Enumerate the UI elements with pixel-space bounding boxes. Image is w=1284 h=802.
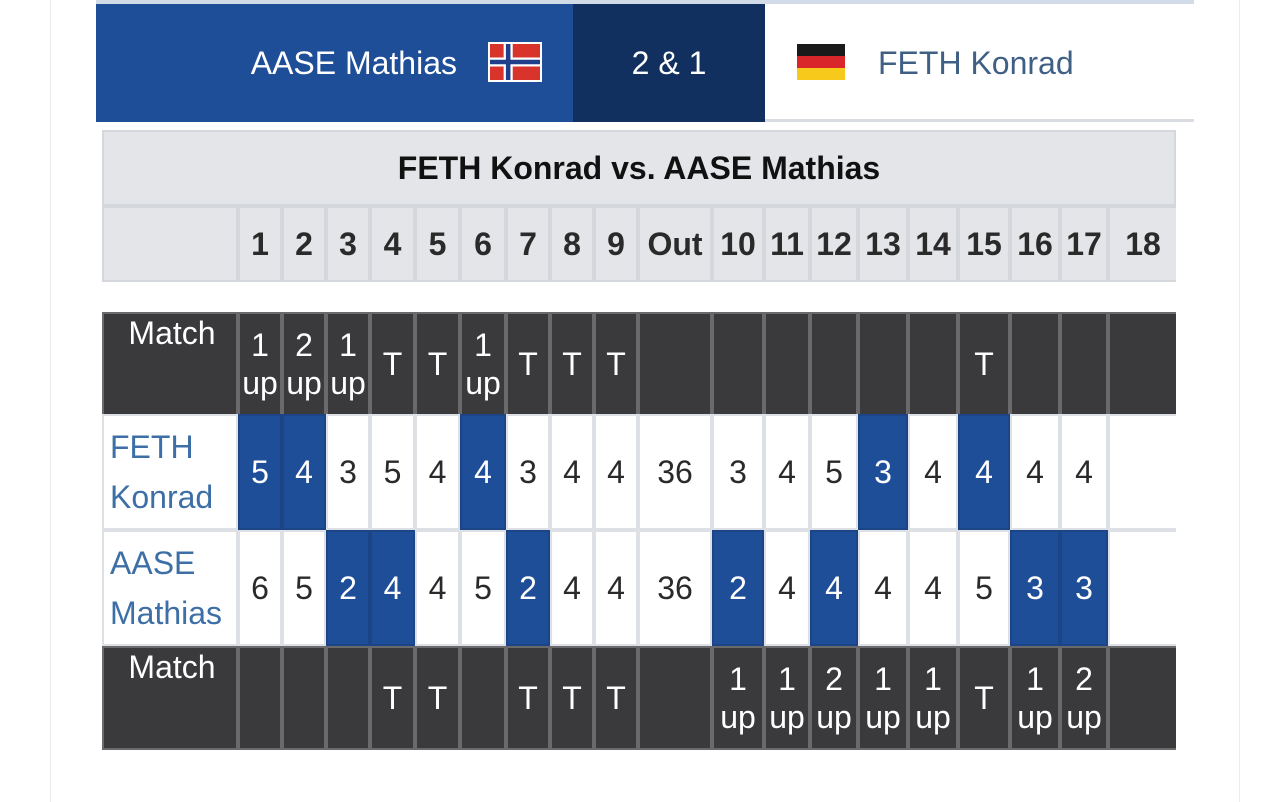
player2-score-hole-4: 4	[370, 530, 415, 646]
match-status-text: T	[606, 346, 626, 382]
scorecard-title: FETH Konrad vs. AASE Mathias	[102, 130, 1176, 206]
match-status-text: up	[915, 699, 951, 735]
top-match-hole-5	[415, 312, 460, 416]
hole-header-5: 5	[415, 206, 460, 282]
hole-header-4: 4	[370, 206, 415, 282]
top-match-hole-15	[958, 312, 1010, 416]
hole-header-8: 8	[550, 206, 594, 282]
norway-flag-icon	[488, 42, 542, 82]
hole-header-2: 2	[282, 206, 326, 282]
hole-header-10: 10	[712, 206, 764, 282]
hole-header-12: 12	[810, 206, 858, 282]
match-status-text: up	[720, 699, 756, 735]
hole-header-7: 7	[506, 206, 550, 282]
player1-score-hole-14: 4	[908, 414, 958, 530]
germany-flag-icon	[797, 44, 845, 80]
left-player-name[interactable]: AASE Mathias	[250, 44, 457, 81]
top-match-hole-8	[550, 312, 594, 416]
player2-score-hole-18	[1108, 530, 1176, 646]
bottom-match-hole-out	[638, 646, 712, 750]
player1-score-hole-12: 5	[810, 414, 858, 530]
bottom-match-hole-16	[1010, 646, 1060, 750]
match-status-text: up	[330, 365, 366, 401]
top-match-hole-17	[1060, 312, 1108, 416]
match-status-text: 2	[1075, 661, 1093, 697]
player2-score-hole-7: 2	[506, 530, 550, 646]
player1-score-hole-6: 4	[460, 414, 506, 530]
player2-score-hole-15: 5	[958, 530, 1010, 646]
match-result: 2 & 1	[573, 4, 765, 122]
player1-score-hole-13: 3	[858, 414, 908, 530]
player1-score-hole-out: 36	[638, 414, 712, 530]
match-status-text: T	[518, 346, 538, 382]
bottom-match-hole-17	[1060, 646, 1108, 750]
player2-score-hole-5: 4	[415, 530, 460, 646]
player1-score-hole-16: 4	[1010, 414, 1060, 530]
player1-score-hole-4: 5	[370, 414, 415, 530]
bottom-match-hole-1	[238, 646, 282, 750]
top-match-hole-1	[238, 312, 282, 416]
player2-score-hole-out: 36	[638, 530, 712, 646]
player2-score-hole-1: 6	[238, 530, 282, 646]
bottom-match-hole-2	[282, 646, 326, 750]
player2-score-hole-6: 5	[460, 530, 506, 646]
hole-header-18: 18	[1108, 206, 1176, 282]
player1-score-hole-11: 4	[764, 414, 810, 530]
match-status-text: 1	[339, 327, 357, 363]
bottom-match-hole-3	[326, 646, 370, 750]
hole-header-1: 1	[238, 206, 282, 282]
match-status-text: T	[562, 680, 582, 716]
match-status-text: T	[974, 346, 994, 382]
player2-score-hole-3: 2	[326, 530, 370, 646]
hole-header-17: 17	[1060, 206, 1108, 282]
match-status-text: up	[465, 365, 501, 401]
player2-score-hole-17: 3	[1060, 530, 1108, 646]
match-status-text: up	[1017, 699, 1053, 735]
top-match-hole-18	[1108, 312, 1176, 416]
player1-score-hole-7: 3	[506, 414, 550, 530]
hole-header-16: 16	[1010, 206, 1060, 282]
player1-score-hole-18	[1108, 414, 1176, 530]
match-status-text: T	[427, 346, 448, 382]
player1-score-hole-9: 4	[594, 414, 638, 530]
bottom-match-hole-18	[1108, 646, 1176, 750]
match-status-text: 1	[778, 661, 796, 697]
top-match-hole-13	[858, 312, 908, 416]
bottom-match-hole-11	[764, 646, 810, 750]
top-match-hole-16	[1010, 312, 1060, 416]
bottom-match-hole-5	[415, 646, 460, 750]
player2-score-hole-16: 3	[1010, 530, 1060, 646]
hole-header-3: 3	[326, 206, 370, 282]
top-match-hole-14	[908, 312, 958, 416]
match-status-text: T	[974, 680, 994, 716]
hole-header-9: 9	[594, 206, 638, 282]
player2-name-line1[interactable]: AASE	[110, 545, 196, 581]
player1-score-hole-8: 4	[550, 414, 594, 530]
match-status-text: up	[769, 699, 805, 735]
match-status-text: T	[562, 346, 582, 382]
hole-header-6: 6	[460, 206, 506, 282]
match-status-text: 1	[251, 327, 269, 363]
player1-score-hole-2: 4	[282, 414, 326, 530]
bottom-match-hole-9	[594, 646, 638, 750]
top-match-hole-6	[460, 312, 506, 416]
match-status-text: T	[382, 680, 403, 716]
scorecard	[102, 130, 1176, 750]
hole-header-15: 15	[958, 206, 1010, 282]
player1-score-hole-1: 5	[238, 414, 282, 530]
player1-score-hole-5: 4	[415, 414, 460, 530]
bottom-match-hole-7	[506, 646, 550, 750]
top-match-label: Match	[102, 312, 238, 416]
match-status-text: up	[286, 365, 322, 401]
match-status-text: 1	[874, 661, 892, 697]
bottom-match-label: Match	[102, 646, 238, 750]
top-match-hole-11	[764, 312, 810, 416]
match-status-text: 1	[1026, 661, 1044, 697]
player2-score-hole-9: 4	[594, 530, 638, 646]
match-header	[96, 0, 1194, 124]
player1-score-hole-15: 4	[958, 414, 1010, 530]
player1-score-hole-10: 3	[712, 414, 764, 530]
player2-score-hole-8: 4	[550, 530, 594, 646]
bottom-match-hole-10	[712, 646, 764, 750]
match-status-text: T	[606, 680, 626, 716]
match-status-text: up	[1066, 699, 1102, 735]
player1-score-hole-17: 4	[1060, 414, 1108, 530]
match-status-text: 2	[825, 661, 843, 697]
top-match-hole-4	[370, 312, 415, 416]
bottom-match-hole-12	[810, 646, 858, 750]
player1-name[interactable]	[102, 414, 238, 530]
player2-score-hole-10: 2	[712, 530, 764, 646]
player2-score-hole-13: 4	[858, 530, 908, 646]
right-player-name[interactable]: FETH Konrad	[878, 44, 1074, 81]
player2-score-hole-11: 4	[764, 530, 810, 646]
player1-name-line2[interactable]: Konrad	[110, 479, 214, 515]
match-status-text: up	[242, 365, 278, 401]
match-status-text: up	[865, 699, 901, 735]
bottom-match-hole-14	[908, 646, 958, 750]
top-match-hole-3	[326, 312, 370, 416]
player2-name[interactable]	[102, 530, 238, 646]
match-status-text: T	[518, 680, 538, 716]
player2-score-hole-12: 4	[810, 530, 858, 646]
top-match-hole-12	[810, 312, 858, 416]
player2-score-hole-2: 5	[282, 530, 326, 646]
match-status-text: 2	[295, 327, 313, 363]
top-match-hole-out	[638, 312, 712, 416]
top-match-hole-2	[282, 312, 326, 416]
hole-header-out: Out	[638, 206, 712, 282]
hole-header-14: 14	[908, 206, 958, 282]
hole-header-11: 11	[764, 206, 810, 282]
player2-name-line2[interactable]: Mathias	[110, 595, 223, 631]
top-match-hole-10	[712, 312, 764, 416]
bottom-match-hole-13	[858, 646, 908, 750]
player2-score-hole-14: 4	[908, 530, 958, 646]
player1-score-hole-3: 3	[326, 414, 370, 530]
match-status-text: T	[382, 346, 403, 382]
bottom-match-hole-8	[550, 646, 594, 750]
match-status-text: 1	[924, 661, 942, 697]
match-status-text: 1	[474, 327, 492, 363]
left-player-panel[interactable]	[96, 4, 573, 122]
hole-header-13: 13	[858, 206, 908, 282]
holes-header-label	[102, 206, 238, 282]
match-status-text: T	[427, 680, 448, 716]
player1-name-line1[interactable]: FETH	[110, 429, 194, 465]
bottom-match-hole-4	[370, 646, 415, 750]
right-player-panel[interactable]	[765, 4, 1194, 122]
bottom-match-hole-6	[460, 646, 506, 750]
bottom-match-hole-15	[958, 646, 1010, 750]
match-status-text: 1	[729, 661, 747, 697]
top-match-hole-9	[594, 312, 638, 416]
match-status-text: up	[816, 699, 852, 735]
top-match-hole-7	[506, 312, 550, 416]
